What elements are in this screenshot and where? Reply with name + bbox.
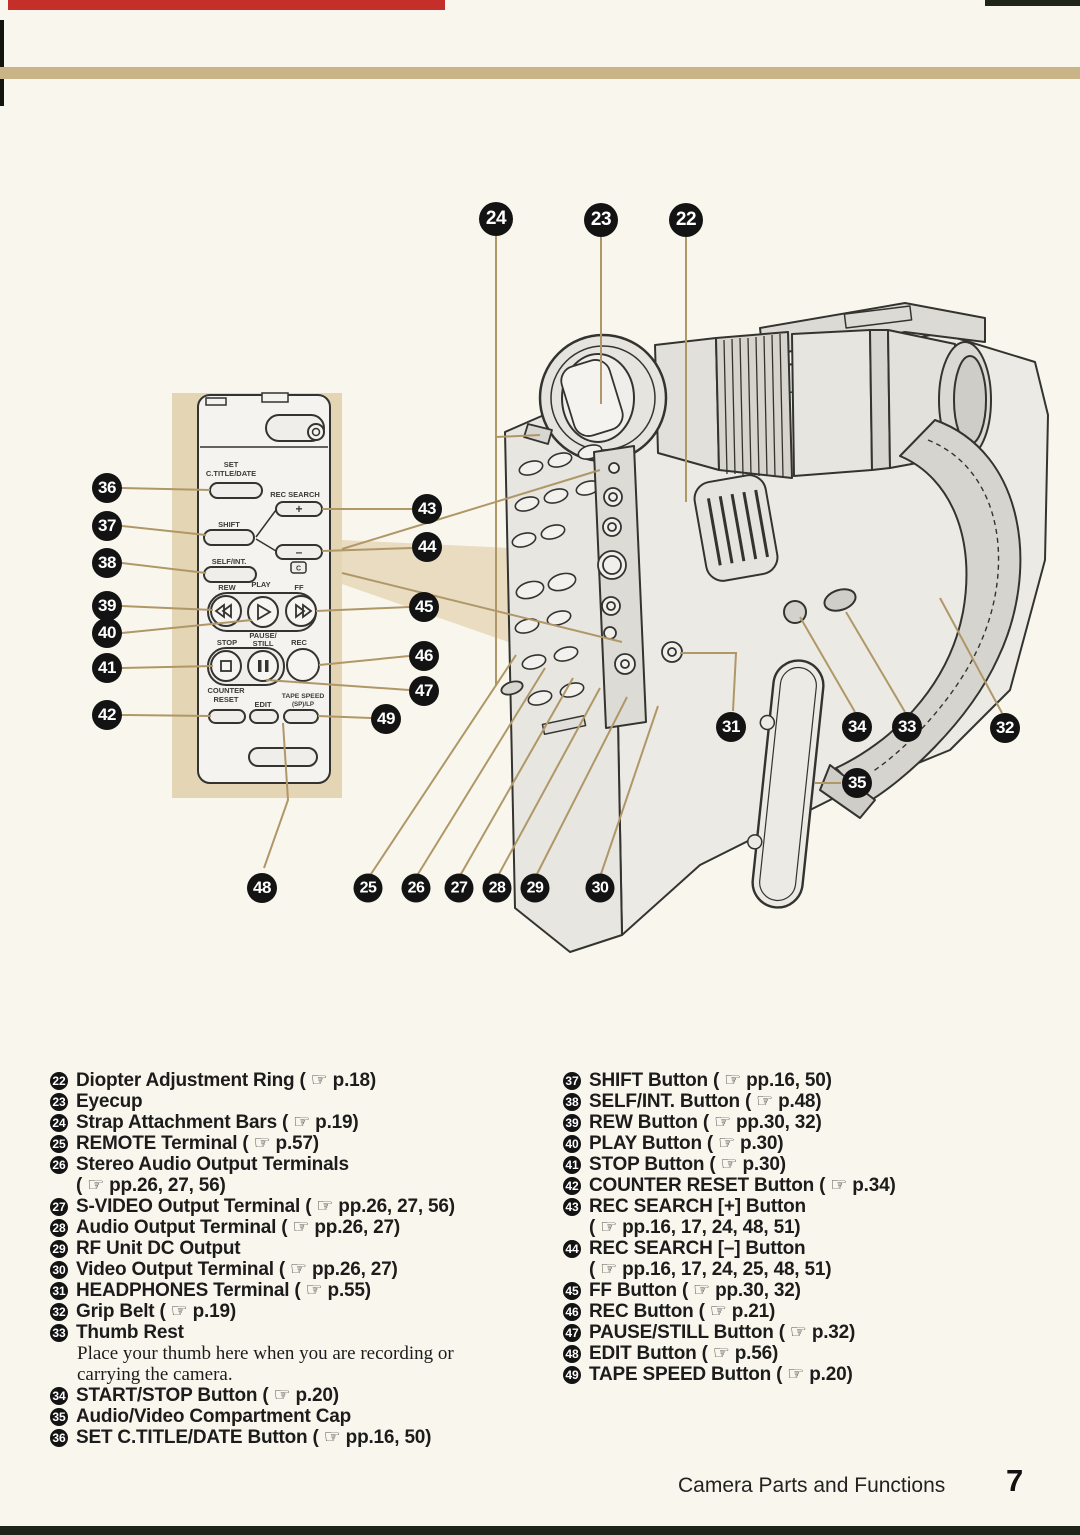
rew-label: REW bbox=[218, 583, 236, 592]
part-item-continuation: ( ☞ pp.16, 17, 24, 25, 48, 51) bbox=[589, 1259, 832, 1280]
part-text: REC SEARCH [–] Button bbox=[589, 1237, 806, 1259]
part-item bbox=[563, 1343, 1053, 1364]
part-item-description: carrying the camera. bbox=[77, 1363, 233, 1385]
part-item bbox=[50, 1133, 555, 1154]
part-badge: 27 bbox=[50, 1198, 68, 1216]
page-number: 7 bbox=[1006, 1463, 1024, 1498]
part-badge: 28 bbox=[50, 1219, 68, 1237]
part-text: Video Output Terminal ( ☞ pp.26, 27) bbox=[76, 1259, 398, 1280]
part-text: RF Unit DC Output bbox=[76, 1237, 241, 1259]
part-item-description: Place your thumb here when you are recording or bbox=[77, 1342, 454, 1364]
svg-text:STILL: STILL bbox=[252, 639, 274, 648]
part-text: Diopter Adjustment Ring ( ☞ p.18) bbox=[76, 1070, 377, 1091]
callout-22: 22 bbox=[669, 203, 703, 237]
part-badge: 38 bbox=[563, 1093, 581, 1111]
part-text: REMOTE Terminal ( ☞ p.57) bbox=[76, 1133, 319, 1154]
part-text: HEADPHONES Terminal ( ☞ p.55) bbox=[76, 1280, 371, 1301]
part-text: Stereo Audio Output Terminals bbox=[76, 1153, 349, 1175]
svg-text:(SP)/LP: (SP)/LP bbox=[291, 701, 315, 708]
callout-26: 26 bbox=[402, 874, 431, 903]
callout-45: 45 bbox=[409, 592, 439, 622]
part-text: Strap Attachment Bars ( ☞ p.19) bbox=[76, 1112, 359, 1133]
tan-divider-stripe bbox=[0, 67, 1080, 79]
part-text: S-VIDEO Output Terminal ( ☞ pp.26, 27, 56) bbox=[76, 1196, 455, 1217]
part-text: PAUSE/STILL Button ( ☞ p.32) bbox=[589, 1322, 856, 1343]
callout-42: 42 bbox=[92, 700, 122, 730]
set-label: SET bbox=[223, 460, 239, 469]
part-text: STOP Button ( ☞ p.30) bbox=[589, 1154, 786, 1175]
shift-label: SHIFT bbox=[218, 520, 240, 529]
callout-44: 44 bbox=[412, 532, 442, 562]
part-badge: 22 bbox=[50, 1072, 68, 1090]
tape-speed-label: TAPE SPEED bbox=[281, 693, 325, 700]
pause-label: PAUSE/ bbox=[249, 631, 277, 640]
part-badge: 24 bbox=[50, 1114, 68, 1132]
part-badge: 35 bbox=[50, 1408, 68, 1426]
part-badge: 30 bbox=[50, 1261, 68, 1279]
part-badge: 41 bbox=[563, 1156, 581, 1174]
part-text: EDIT Button ( ☞ p.56) bbox=[589, 1343, 779, 1364]
part-text: FF Button ( ☞ pp.30, 32) bbox=[589, 1280, 801, 1301]
callout-31: 31 bbox=[716, 712, 746, 742]
edit-label: EDIT bbox=[254, 700, 272, 709]
part-item bbox=[563, 1196, 1053, 1217]
part-item bbox=[563, 1301, 1053, 1322]
part-item bbox=[50, 1238, 555, 1259]
part-item bbox=[563, 1175, 1053, 1196]
part-badge: 49 bbox=[563, 1366, 581, 1384]
callout-27: 27 bbox=[445, 874, 474, 903]
callout-36: 36 bbox=[92, 473, 122, 503]
part-badge: 34 bbox=[50, 1387, 68, 1405]
part-badge: 32 bbox=[50, 1303, 68, 1321]
part-item bbox=[50, 1259, 555, 1280]
part-item bbox=[50, 1070, 555, 1091]
part-text: START/STOP Button ( ☞ p.20) bbox=[76, 1385, 339, 1406]
minus-button-label: – bbox=[295, 545, 303, 559]
callout-34: 34 bbox=[842, 712, 872, 742]
top-right-dark-strip bbox=[985, 0, 1080, 6]
part-badge: 42 bbox=[563, 1177, 581, 1195]
part-item-continuation: ( ☞ pp.16, 17, 24, 48, 51) bbox=[589, 1217, 801, 1238]
part-item bbox=[50, 1427, 555, 1448]
parts-list-right bbox=[563, 1070, 1053, 1385]
part-text: Audio/Video Compartment Cap bbox=[76, 1405, 352, 1427]
ff-label: FF bbox=[294, 583, 304, 592]
part-text: REW Button ( ☞ pp.30, 32) bbox=[589, 1112, 822, 1133]
part-text: Grip Belt ( ☞ p.19) bbox=[76, 1301, 236, 1322]
callout-40: 40 bbox=[92, 618, 122, 648]
callout-25: 25 bbox=[354, 874, 383, 903]
part-text: SELF/INT. Button ( ☞ p.48) bbox=[589, 1091, 822, 1112]
part-item bbox=[50, 1301, 555, 1322]
part-item bbox=[563, 1091, 1053, 1112]
bottom-dark-bar bbox=[0, 1526, 1080, 1535]
callout-32: 32 bbox=[990, 713, 1020, 743]
part-item bbox=[50, 1406, 555, 1427]
part-item bbox=[563, 1133, 1053, 1154]
part-badge: 31 bbox=[50, 1282, 68, 1300]
part-item bbox=[50, 1217, 555, 1238]
left-page-edge bbox=[0, 20, 4, 106]
plus-button-label: + bbox=[295, 502, 303, 516]
play-label: PLAY bbox=[251, 580, 271, 589]
part-text: COUNTER RESET Button ( ☞ p.34) bbox=[589, 1175, 896, 1196]
part-item bbox=[50, 1385, 555, 1406]
part-badge: 44 bbox=[563, 1240, 581, 1258]
part-text: Eyecup bbox=[76, 1090, 143, 1112]
part-text: TAPE SPEED Button ( ☞ p.20) bbox=[589, 1364, 853, 1385]
self-int-label: SELF/INT. bbox=[211, 557, 247, 566]
part-badge: 46 bbox=[563, 1303, 581, 1321]
parts-list-left bbox=[50, 1070, 555, 1448]
footer-title: Camera Parts and Functions bbox=[678, 1474, 946, 1497]
part-item bbox=[563, 1238, 1053, 1259]
part-badge: 26 bbox=[50, 1156, 68, 1174]
callout-23: 23 bbox=[584, 203, 618, 237]
part-item bbox=[563, 1070, 1053, 1091]
part-text: Audio Output Terminal ( ☞ pp.26, 27) bbox=[76, 1217, 401, 1238]
part-text: SHIFT Button ( ☞ pp.16, 50) bbox=[589, 1070, 832, 1091]
callout-41: 41 bbox=[92, 653, 122, 683]
part-item bbox=[50, 1112, 555, 1133]
callout-24: 24 bbox=[479, 202, 513, 236]
camcorder-drawing bbox=[500, 303, 1048, 952]
svg-text:C.TITLE/DATE: C.TITLE/DATE bbox=[205, 469, 257, 478]
rec-search-label: REC SEARCH bbox=[270, 490, 320, 499]
part-item bbox=[563, 1154, 1053, 1175]
part-badge: 33 bbox=[50, 1324, 68, 1342]
part-text: REC SEARCH [+] Button bbox=[589, 1195, 806, 1217]
part-text: SET C.TITLE/DATE Button ( ☞ pp.16, 50) bbox=[76, 1427, 432, 1448]
counter-label: COUNTER bbox=[207, 686, 245, 695]
rec-label: REC bbox=[291, 638, 307, 647]
part-badge: 48 bbox=[563, 1345, 581, 1363]
callout-39: 39 bbox=[92, 591, 122, 621]
part-badge: 47 bbox=[563, 1324, 581, 1342]
part-item bbox=[563, 1364, 1053, 1385]
part-badge: 43 bbox=[563, 1198, 581, 1216]
c-icon: C bbox=[295, 565, 302, 573]
part-item bbox=[50, 1196, 555, 1217]
part-text: REC Button ( ☞ p.21) bbox=[589, 1301, 776, 1322]
callout-29: 29 bbox=[521, 874, 550, 903]
part-badge: 40 bbox=[563, 1135, 581, 1153]
callout-28: 28 bbox=[483, 874, 512, 903]
callout-30: 30 bbox=[586, 874, 615, 903]
part-item bbox=[50, 1280, 555, 1301]
part-badge: 36 bbox=[50, 1429, 68, 1447]
part-text: PLAY Button ( ☞ p.30) bbox=[589, 1133, 784, 1154]
callout-35: 35 bbox=[842, 768, 872, 798]
part-item bbox=[50, 1322, 555, 1343]
part-item bbox=[50, 1091, 555, 1112]
part-badge: 45 bbox=[563, 1282, 581, 1300]
callout-48: 48 bbox=[247, 873, 277, 903]
part-text: Thumb Rest bbox=[76, 1321, 184, 1343]
callout-47: 47 bbox=[409, 676, 439, 706]
top-red-bar bbox=[8, 0, 445, 10]
svg-text:RESET: RESET bbox=[213, 695, 239, 704]
callout-49: 49 bbox=[371, 704, 401, 734]
part-badge: 37 bbox=[563, 1072, 581, 1090]
stop-label: STOP bbox=[216, 638, 238, 647]
part-badge: 29 bbox=[50, 1240, 68, 1258]
callout-37: 37 bbox=[92, 511, 122, 541]
part-item bbox=[563, 1112, 1053, 1133]
part-item bbox=[50, 1154, 555, 1175]
camcorder-diagram bbox=[40, 180, 1060, 960]
callout-38: 38 bbox=[92, 548, 122, 578]
part-item-continuation: ( ☞ pp.26, 27, 56) bbox=[76, 1175, 226, 1196]
callout-43: 43 bbox=[412, 494, 442, 524]
callout-46: 46 bbox=[409, 641, 439, 671]
callout-33: 33 bbox=[892, 712, 922, 742]
part-badge: 39 bbox=[563, 1114, 581, 1132]
part-badge: 23 bbox=[50, 1093, 68, 1111]
part-item bbox=[563, 1322, 1053, 1343]
part-item bbox=[563, 1280, 1053, 1301]
part-badge: 25 bbox=[50, 1135, 68, 1153]
